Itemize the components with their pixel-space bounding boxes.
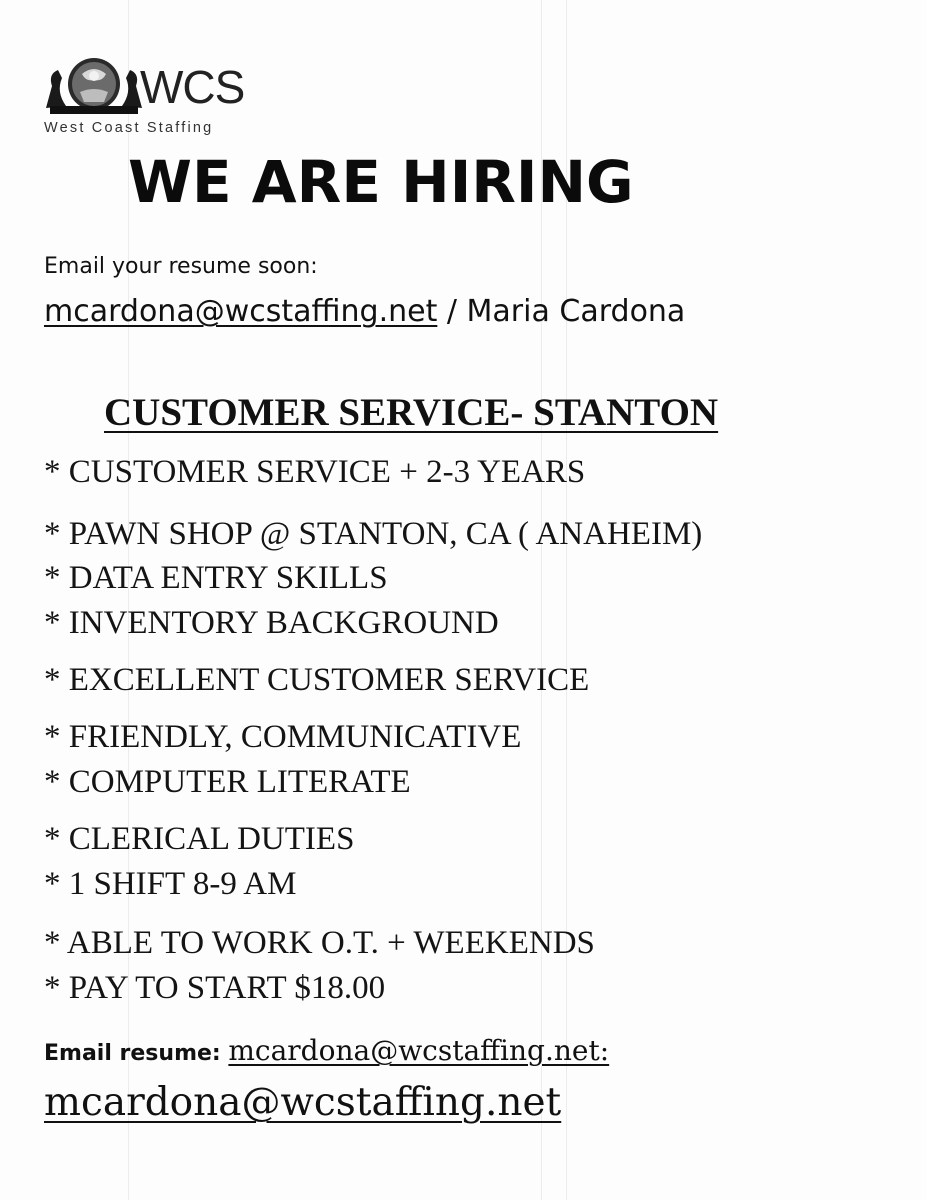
footer-email-label: Email resume: (44, 1041, 229, 1066)
footer-email-link[interactable]: mcardona@wcstaffing.net: (228, 1034, 610, 1067)
contact-separator: / (437, 294, 467, 329)
requirement-item: * INVENTORY BACKGROUND (44, 605, 499, 641)
job-title: CUSTOMER SERVICE- STANTON (104, 391, 719, 434)
page-title: WE ARE HIRING (128, 148, 634, 216)
requirement-item: * CLERICAL DUTIES (44, 821, 355, 857)
requirement-item: * 1 SHIFT 8-9 AM (44, 866, 297, 902)
requirement-item: * ABLE TO WORK O.T. + WEEKENDS (44, 925, 595, 961)
requirement-item: * DATA ENTRY SKILLS (44, 560, 388, 596)
logo-wordmark: WCS (140, 61, 245, 113)
intro-text: Email your resume soon: (44, 254, 318, 279)
requirement-item: * PAWN SHOP @ STANTON, CA ( ANAHEIM) (44, 516, 703, 552)
footer-email-line (44, 1034, 609, 1067)
contact-line (44, 294, 685, 329)
requirement-item: * COMPUTER LITERATE (44, 764, 411, 800)
big-email-link[interactable]: mcardona@wcstaffing.net (44, 1080, 562, 1125)
logo-subtitle: West Coast Staffing (44, 120, 214, 136)
contact-name: Maria Cardona (466, 294, 686, 329)
requirement-item: * CUSTOMER SERVICE + 2-3 YEARS (44, 454, 586, 490)
requirement-item: * PAY TO START $18.00 (44, 970, 386, 1006)
contact-email-link[interactable]: mcardona@wcstaffing.net (44, 294, 438, 329)
requirement-item: * EXCELLENT CUSTOMER SERVICE (44, 662, 590, 698)
company-logo (44, 56, 254, 142)
requirement-item: * FRIENDLY, COMMUNICATIVE (44, 719, 522, 755)
globe-people-emblem-icon (44, 56, 144, 118)
